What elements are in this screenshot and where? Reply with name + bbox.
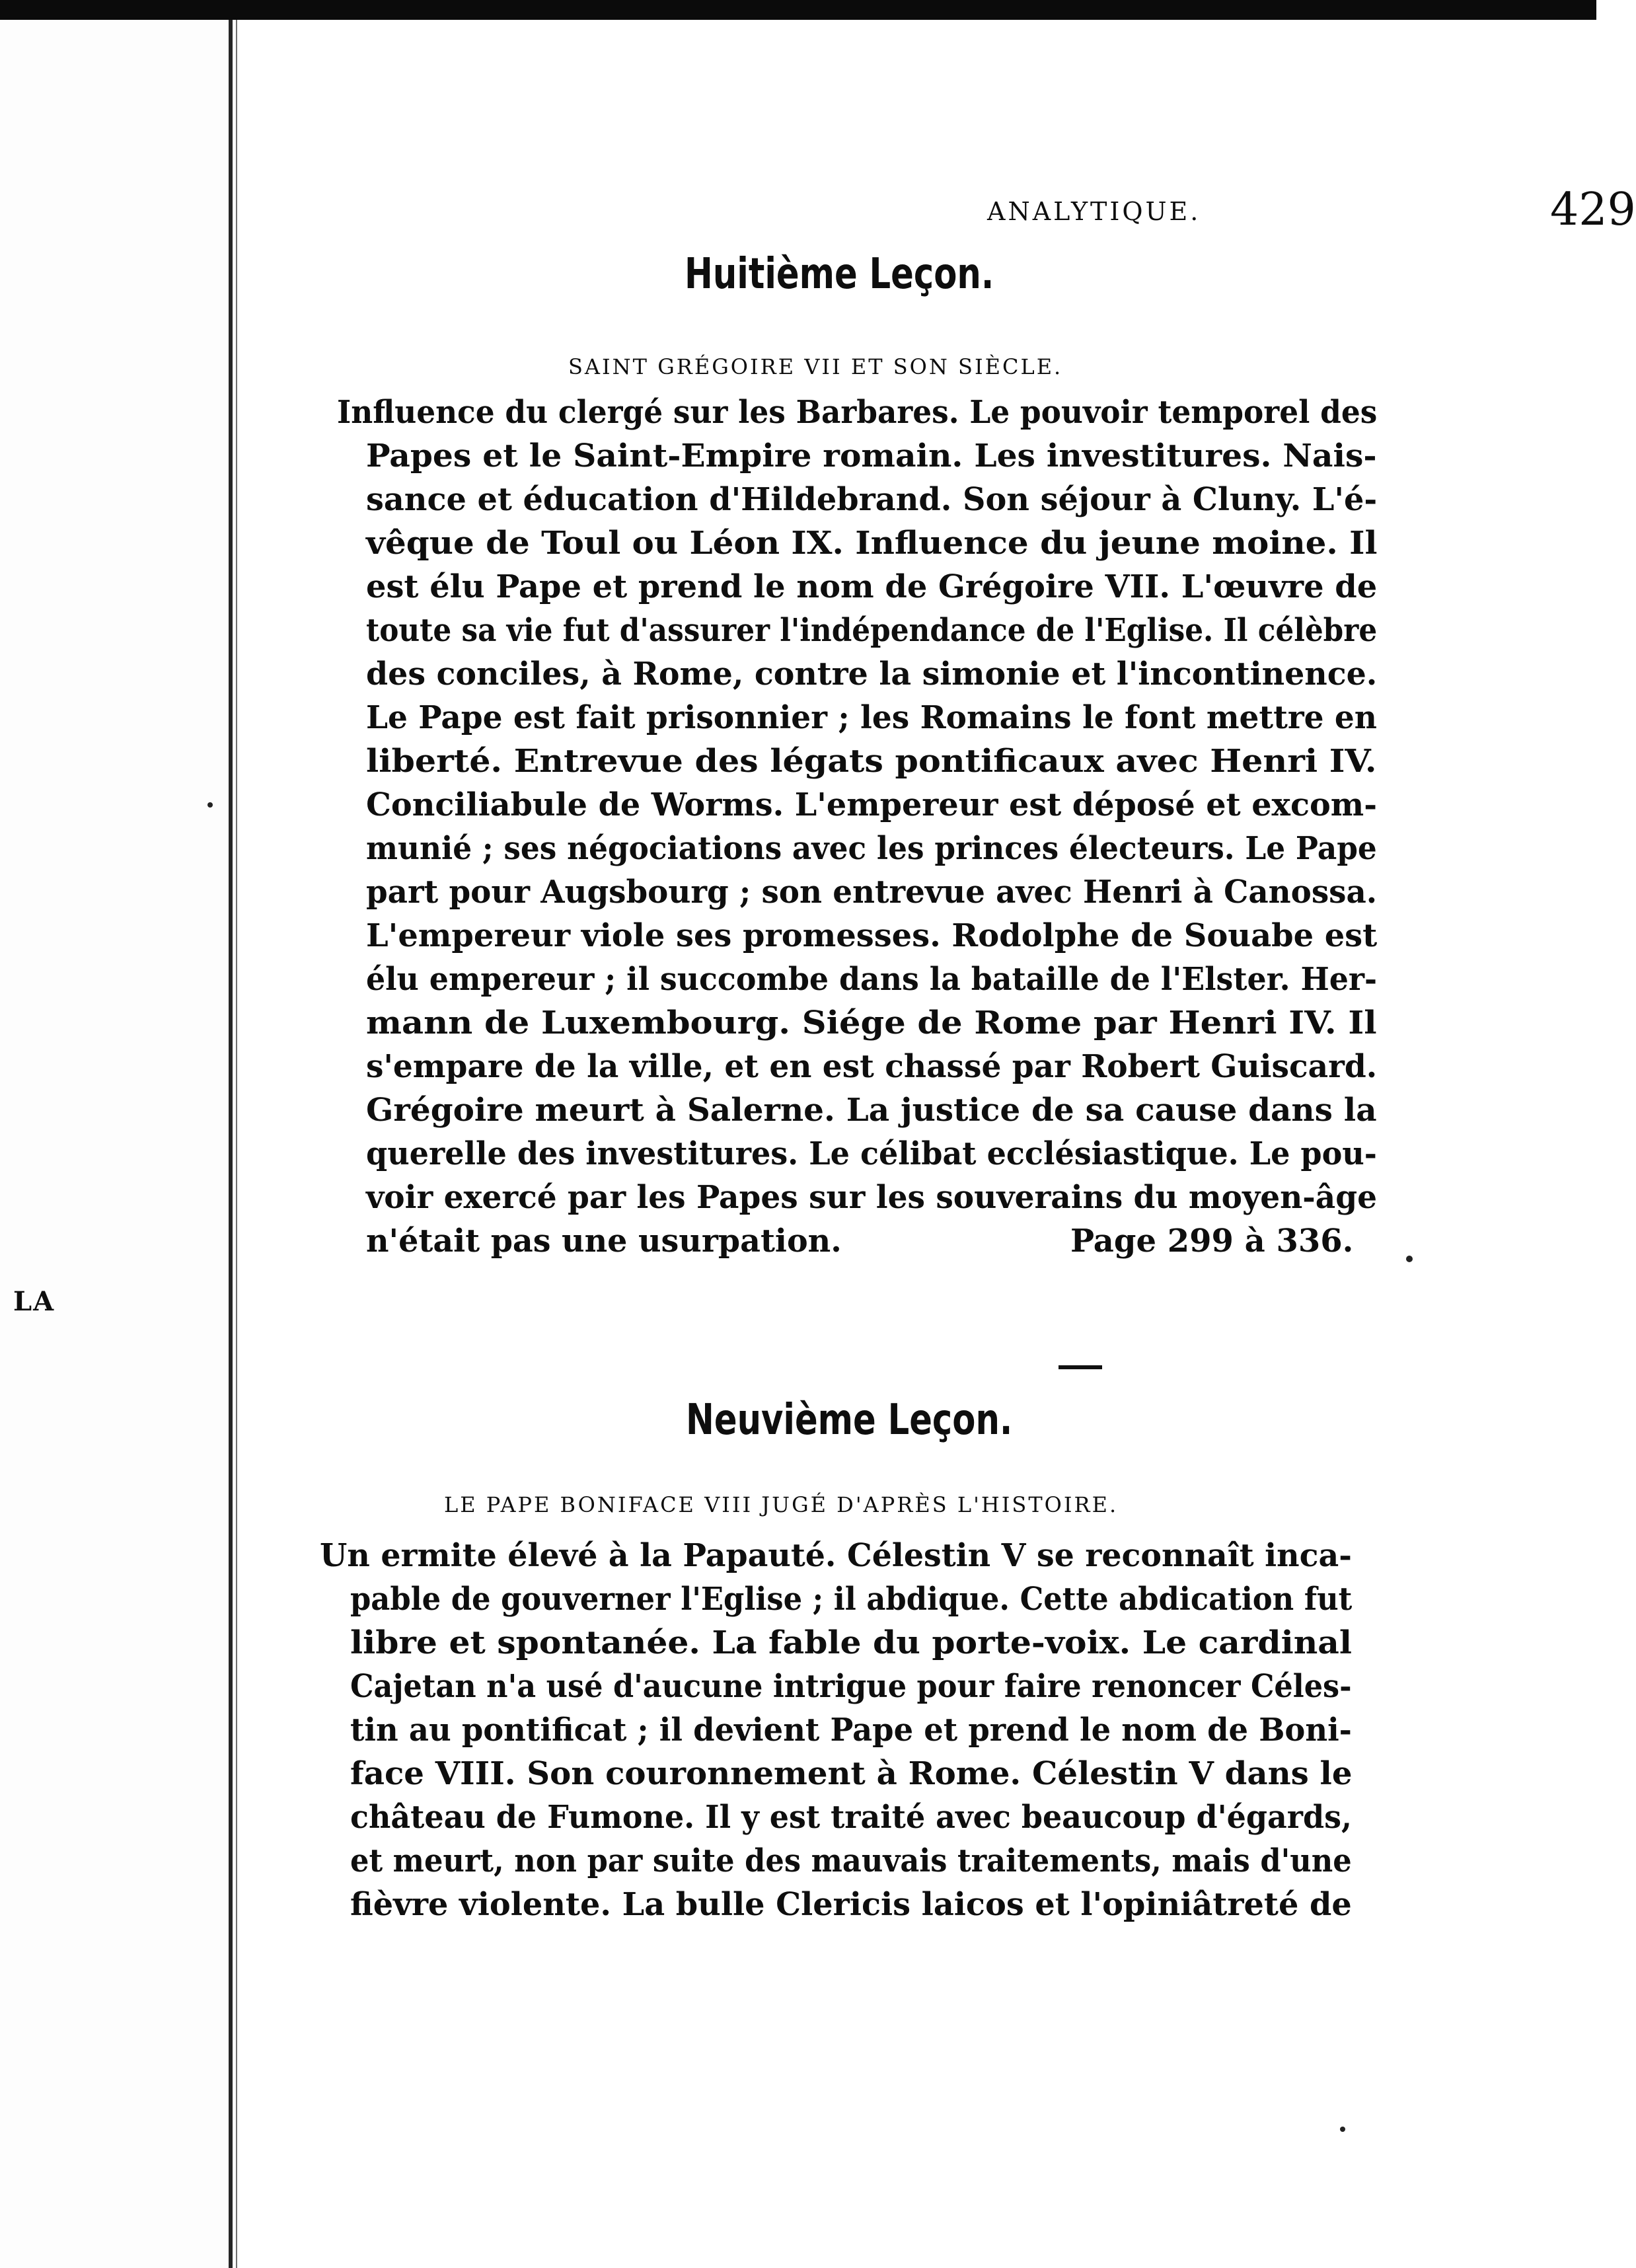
summary-line: Influence du clergé sur les Barbares. Le pouvoir temporel des: [337, 394, 1378, 431]
summary-line: part pour Augsbourg ; son entrevue avec Henri à Canossa.: [366, 874, 1378, 911]
summary-line: élu empereur ; il succombe dans la bataille de l'Elster. Her-: [366, 961, 1378, 998]
page-gutter: [229, 20, 233, 2268]
summary-line: L'empereur viole ses promesses. Rodolphe de Souabe est: [366, 917, 1378, 954]
scan-top-edge: [0, 0, 1596, 20]
summary-line: mann de Luxembourg. Siége de Rome par Henri IV. Il: [366, 1004, 1377, 1041]
summary-line: tin au pontificat ; il devient Pape et prend le nom de Boni-: [350, 1712, 1352, 1749]
facing-page-fragment: [0, 20, 237, 2268]
lesson-9-subtitle: LE PAPE BONIFACE VIII JUGÉ D'APRÈS L'HISTOIRE.: [444, 1492, 1119, 1517]
summary-line: liberté. Entrevue des légats pontificaux avec Henri IV.: [366, 743, 1377, 780]
summary-line: Conciliabule de Worms. L'empereur est déposé et excom-: [366, 786, 1377, 823]
page-number: 429: [1550, 184, 1636, 236]
summary-line: Cajetan n'a usé d'aucune intrigue pour faire renoncer Céles-: [350, 1668, 1352, 1705]
summary-line: Un ermite élevé à la Papauté. Célestin V se reconnaît inca-: [320, 1537, 1352, 1574]
summary-line: Grégoire meurt à Salerne. La justice de sa cause dans la: [366, 1092, 1377, 1129]
section-divider: [1059, 1365, 1102, 1369]
summary-line: Papes et le Saint-Empire romain. Les investitures. Nais-: [366, 437, 1377, 474]
summary-line: Le Pape est fait prisonnier ; les Romains le font mettre en: [366, 699, 1377, 736]
ink-speck: [1406, 1256, 1413, 1262]
page-ref: Page 299 à 336.: [1070, 1223, 1354, 1260]
summary-line: querelle des investitures. Le célibat ecclésiastique. Le pou-: [366, 1135, 1377, 1172]
page: [237, 20, 1636, 2268]
summary-line: et meurt, non par suite des mauvais traitements, mais d'une: [350, 1842, 1352, 1879]
summary-line: munié ; ses négociations avec les princes électeurs. Le Pape: [366, 830, 1377, 867]
lesson-8-title: Huitième Leçon.: [685, 250, 994, 299]
summary-line: libre et spontanée. La fable du porte-voix. Le cardinal: [350, 1624, 1353, 1661]
facing-page-label: LA: [13, 1286, 56, 1317]
summary-line: toute sa vie fut d'assurer l'indépendance de l'Eglise. Il célèbre: [366, 612, 1378, 649]
ink-speck: [1340, 2127, 1345, 2132]
summary-line: voir exercé par les Papes sur les souverains du moyen-âge: [366, 1179, 1377, 1216]
ink-speck: [207, 802, 213, 808]
summary-line: sance et éducation d'Hildebrand. Son séjour à Cluny. L'é-: [366, 481, 1378, 518]
summary-line: n'était pas une usurpation.: [366, 1223, 842, 1260]
summary-line: château de Fumone. Il y est traité avec beaucoup d'égards,: [350, 1799, 1352, 1836]
lesson-9-title: Neuvième Leçon.: [686, 1396, 1013, 1445]
summary-line: face VIII. Son couronnement à Rome. Célestin V dans le: [350, 1755, 1353, 1792]
summary-line: pable de gouverner l'Eglise ; il abdique. Cette abdication fut: [350, 1581, 1353, 1618]
lesson-8-subtitle: SAINT GRÉGOIRE VII ET SON SIÈCLE.: [568, 354, 1063, 379]
summary-line: est élu Pape et prend le nom de Grégoire VII. L'œuvre de: [366, 568, 1378, 605]
summary-line: vêque de Toul ou Léon IX. Influence du jeune moine. Il: [366, 525, 1378, 562]
summary-line: fièvre violente. La bulle Clericis laicos et l'opiniâtreté de: [350, 1886, 1352, 1923]
summary-line: des conciles, à Rome, contre la simonie et l'incontinence.: [366, 656, 1378, 693]
summary-line: s'empare de la ville, et en est chassé par Robert Guiscard.: [366, 1048, 1378, 1085]
running-head: ANALYTIQUE.: [987, 197, 1201, 226]
